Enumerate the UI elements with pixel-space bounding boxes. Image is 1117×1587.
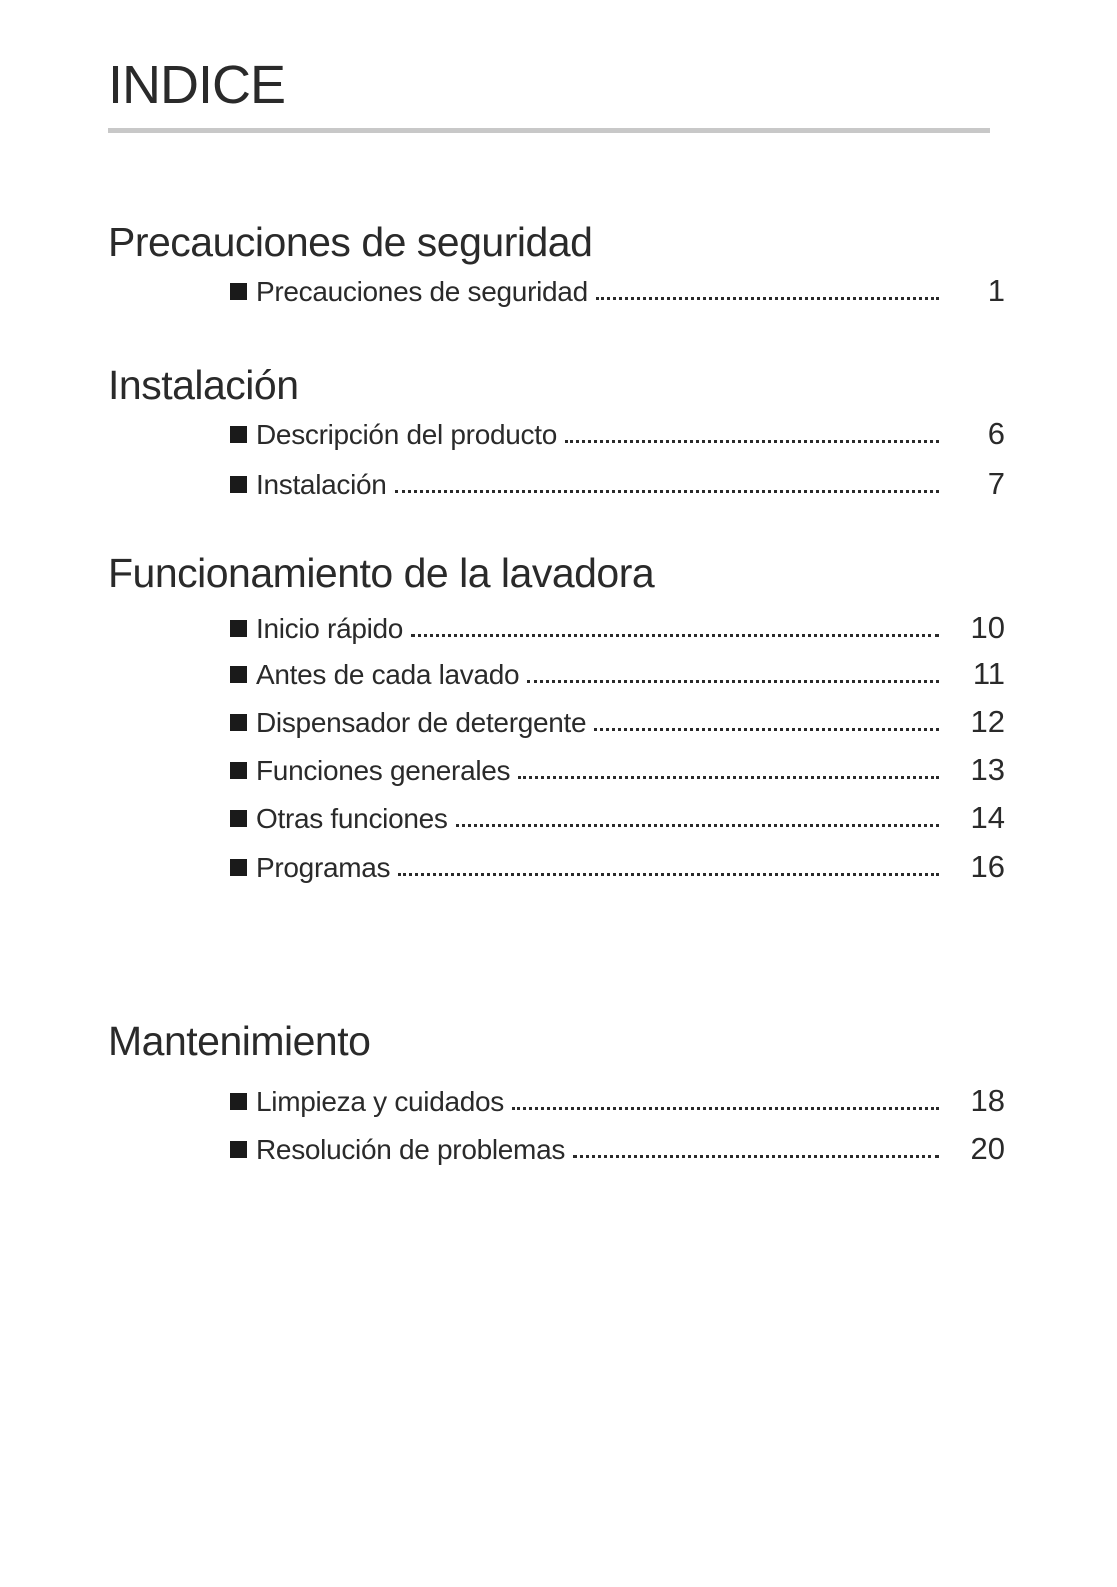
toc-page-number: 11 [972, 656, 1005, 691]
dot-leader [527, 680, 939, 683]
toc-entry-label: Resolución de problemas [256, 1134, 566, 1165]
toc-entry-label: Descripción del producto [256, 419, 557, 450]
toc-entry-label: Inicio rápido [256, 613, 404, 644]
square-bullet-icon [230, 666, 247, 683]
toc-page-number: 7 [987, 466, 1005, 501]
toc-entry[interactable] [230, 1131, 1005, 1167]
toc-page-number: 6 [987, 416, 1005, 451]
page-title: INDICE [108, 55, 286, 115]
toc-entry-label: Instalación [256, 469, 387, 500]
toc-page-number: 14 [970, 800, 1005, 835]
toc-entry-label: Limpieza y cuidados [256, 1086, 504, 1117]
square-bullet-icon [230, 810, 247, 827]
toc-entry-label: Otras funciones [256, 803, 448, 834]
section-heading-funcionamiento: Funcionamiento de la lavadora [108, 550, 655, 596]
toc-entry-label: Dispensador de detergente [256, 707, 587, 738]
dot-leader [573, 1155, 939, 1158]
toc-page-number: 10 [970, 610, 1005, 645]
section-heading-mantenimiento: Mantenimiento [108, 1018, 371, 1064]
section-heading-instalacion: Instalación [108, 362, 299, 408]
dot-leader [456, 824, 939, 827]
toc-entry[interactable] [230, 656, 1005, 692]
toc-entry-label: Antes de cada lavado [256, 659, 520, 690]
toc-entry[interactable] [230, 800, 1005, 836]
square-bullet-icon [230, 1093, 247, 1110]
dot-leader [565, 440, 939, 443]
square-bullet-icon [230, 620, 247, 637]
dot-leader [594, 728, 939, 731]
toc-page-number: 13 [970, 752, 1005, 787]
toc-page-number: 18 [970, 1083, 1005, 1118]
toc-entry-label: Funciones generales [256, 755, 511, 786]
toc-entry[interactable] [230, 849, 1005, 885]
dot-leader [411, 634, 939, 637]
dot-leader [596, 297, 939, 300]
square-bullet-icon [230, 859, 247, 876]
toc-entry-label: Precauciones de seguridad [256, 276, 588, 307]
dot-leader [398, 873, 939, 876]
toc-page-number: 12 [970, 704, 1005, 739]
dot-leader [518, 776, 939, 779]
toc-entry[interactable] [230, 416, 1005, 452]
dot-leader [512, 1107, 939, 1110]
toc-entry[interactable] [230, 610, 1005, 646]
square-bullet-icon [230, 426, 247, 443]
toc-entry[interactable] [230, 752, 1005, 788]
toc-entry[interactable] [230, 1083, 1005, 1119]
toc-page-number: 16 [970, 849, 1005, 884]
square-bullet-icon [230, 714, 247, 731]
toc-page-number: 20 [970, 1131, 1005, 1166]
toc-entry-label: Programas [256, 852, 391, 883]
toc-entry[interactable] [230, 273, 1005, 309]
toc-page-number: 1 [987, 273, 1005, 308]
square-bullet-icon [230, 762, 247, 779]
square-bullet-icon [230, 476, 247, 493]
title-divider [108, 128, 990, 133]
square-bullet-icon [230, 283, 247, 300]
toc-entry[interactable] [230, 466, 1005, 502]
dot-leader [395, 490, 939, 493]
section-heading-precauciones: Precauciones de seguridad [108, 219, 593, 265]
square-bullet-icon [230, 1141, 247, 1158]
toc-entry[interactable] [230, 704, 1005, 740]
